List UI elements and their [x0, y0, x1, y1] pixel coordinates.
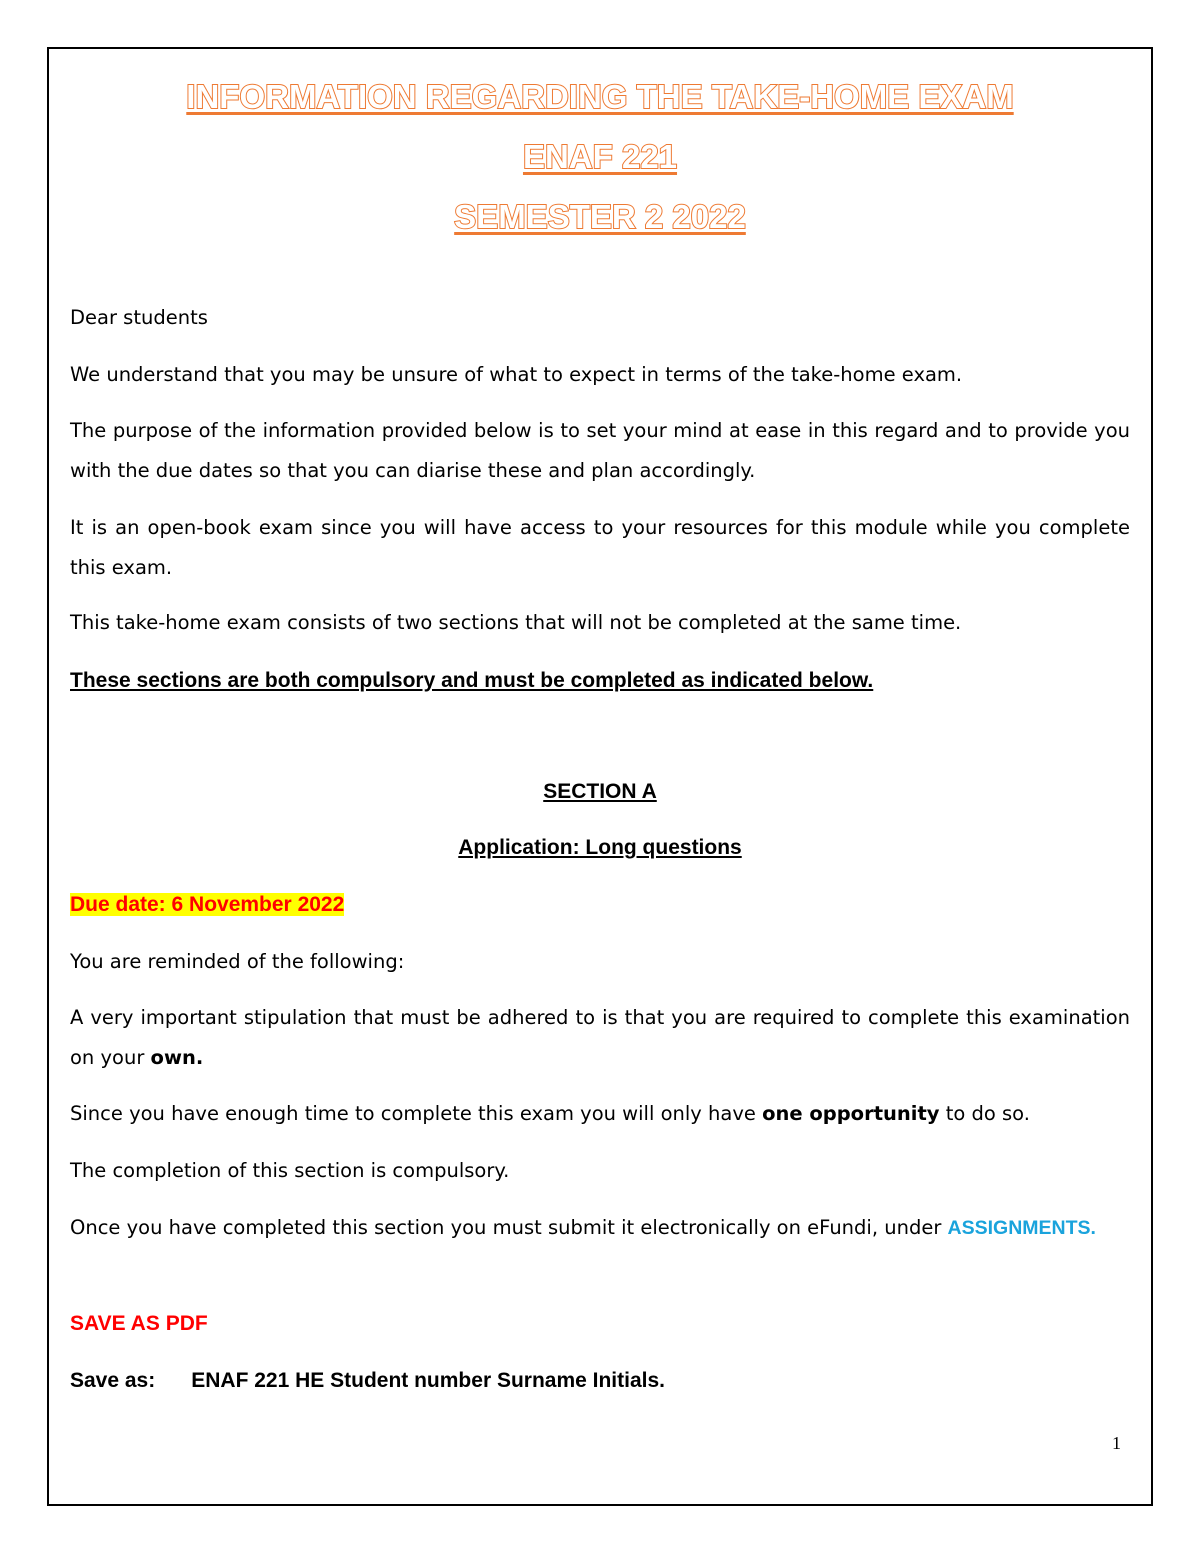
- stipulation-text: A very important stipulation that must be adhered to is that you are required to complete this examination on your: [70, 1006, 1130, 1069]
- section-a-heading: SECTION A: [543, 780, 657, 803]
- reminder: You are reminded of the following:: [70, 950, 405, 973]
- submit-text: Once you have completed this section you must submit it electronically on eFundi, under: [70, 1216, 948, 1239]
- page-number: 1: [1112, 1433, 1121, 1453]
- compulsory-line: The completion of this section is compulsory.: [70, 1159, 510, 1182]
- title-line-3: SEMESTER 2 2022: [454, 198, 746, 235]
- save-as-line: [70, 1361, 1130, 1401]
- due-date: Due date: 6 November 2022: [70, 893, 345, 916]
- save-pdf-line: [70, 1304, 1130, 1344]
- save-as-label: Save as:: [70, 1369, 156, 1392]
- compulsory-notice: These sections are both compulsory and must be completed as indicated below.: [70, 669, 874, 692]
- opportunity-text: Since you have enough time to complete this exam you will only have: [70, 1102, 763, 1125]
- intro-paragraph-3: It is an open-book exam since you will have access to your resources for this module while you complete this exam.: [70, 516, 1130, 579]
- opportunity-bold: one opportunity: [762, 1102, 940, 1125]
- save-as-value: ENAF 221 HE Student number Surname Initials.: [191, 1369, 665, 1392]
- stipulation-bold: own.: [150, 1046, 204, 1069]
- greeting: Dear students: [70, 306, 208, 329]
- opportunity-after: to do so.: [939, 1102, 1030, 1125]
- save-pdf: SAVE AS PDF: [70, 1312, 208, 1335]
- section-a-subheading: Application: Long questions: [458, 836, 742, 859]
- intro-paragraph-1: We understand that you may be unsure of what to expect in terms of the take-home exam.: [70, 363, 963, 386]
- intro-paragraph-2: The purpose of the information provided below is to set your mind at ease in this regard and to provide you with the due dates so that you can diarise these and plan accordingly.: [70, 419, 1130, 482]
- title-line-2: ENAF 221: [522, 138, 678, 175]
- assignments-link[interactable]: ASSIGNMENTS.: [947, 1217, 1096, 1239]
- intro-paragraph-4: This take-home exam consists of two sections that will not be completed at the same time.: [70, 611, 962, 634]
- opportunity-paragraph: [70, 1094, 1130, 1134]
- submit-paragraph: [70, 1208, 1130, 1248]
- stipulation-paragraph: [70, 998, 1130, 1078]
- due-date-line: [70, 885, 1130, 925]
- title-line-1: INFORMATION REGARDING THE TAKE-HOME EXAM: [186, 78, 1014, 115]
